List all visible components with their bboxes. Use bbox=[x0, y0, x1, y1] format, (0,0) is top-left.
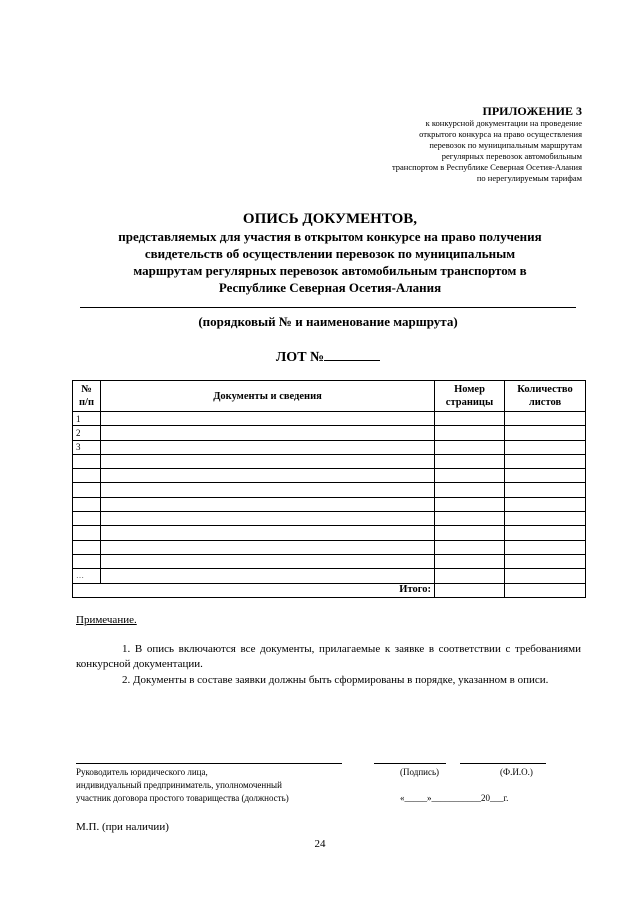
route-blank-line bbox=[80, 307, 576, 308]
documents-table bbox=[72, 380, 586, 598]
note-text: 1. В опись включаются все документы, прилагаемые к заявке в соответствии с требованиями конкурсной документации. bbox=[76, 643, 581, 670]
signatory-line: участник договора простого товарищества (должность) bbox=[76, 793, 289, 803]
signatory-position bbox=[76, 766, 289, 805]
signature-label: (Подпись) bbox=[400, 767, 440, 777]
row-number bbox=[73, 512, 101, 526]
row-page bbox=[435, 440, 505, 454]
appendix-line: по нерегулируемым тарифам bbox=[476, 173, 582, 183]
appendix-line: транспортом в Республике Северная Осетия-Алания bbox=[391, 162, 582, 172]
row-page bbox=[435, 412, 505, 426]
row-page bbox=[435, 483, 505, 497]
row-number: 3 bbox=[73, 440, 101, 454]
row-document bbox=[101, 469, 435, 483]
lot-label: ЛОТ № bbox=[275, 350, 325, 365]
row-page bbox=[435, 512, 505, 526]
row-document bbox=[101, 497, 435, 511]
date-field: «_____»___________20___г. bbox=[400, 793, 509, 803]
row-sheets bbox=[505, 497, 586, 511]
signatory-line: индивидуальный предприниматель, уполномоченный bbox=[76, 780, 282, 790]
row-sheets bbox=[505, 426, 586, 440]
row-number: 1 bbox=[73, 412, 101, 426]
row-number: … bbox=[73, 569, 101, 583]
header-sheets: Количество листов bbox=[505, 381, 586, 412]
row-page bbox=[435, 554, 505, 568]
row-sheets bbox=[505, 412, 586, 426]
route-caption: (порядковый № и наименование маршрута) bbox=[198, 314, 458, 329]
signatory-line: Руководитель юридического лица, bbox=[76, 767, 208, 777]
row-sheets bbox=[505, 526, 586, 540]
row-number bbox=[73, 469, 101, 483]
row-document bbox=[101, 512, 435, 526]
document-title-line: представляемых для участия в открытом конкурсе на право получения bbox=[118, 229, 542, 244]
total-sheets bbox=[505, 583, 586, 597]
table-row bbox=[73, 454, 586, 468]
appendix-line: перевозок по муниципальным маршрутам bbox=[429, 140, 582, 150]
row-sheets bbox=[505, 512, 586, 526]
row-page bbox=[435, 454, 505, 468]
row-document bbox=[101, 483, 435, 497]
note-text: 2. Документы в составе заявки должны быть сформированы в порядке, указанном в описи. bbox=[122, 674, 549, 686]
row-page bbox=[435, 540, 505, 554]
row-number bbox=[73, 526, 101, 540]
table-row bbox=[73, 469, 586, 483]
appendix-line: открытого конкурса на право осуществления bbox=[419, 129, 582, 139]
row-sheets bbox=[505, 554, 586, 568]
header-docs: Документы и сведения bbox=[101, 381, 435, 412]
table-row bbox=[73, 554, 586, 568]
note-title: Примечание. bbox=[76, 614, 137, 626]
row-page bbox=[435, 526, 505, 540]
signature-line bbox=[374, 763, 446, 764]
note-item bbox=[76, 642, 581, 672]
row-sheets bbox=[505, 569, 586, 583]
name-line bbox=[460, 763, 546, 764]
table-row bbox=[73, 497, 586, 511]
row-number bbox=[73, 483, 101, 497]
row-number: 2 bbox=[73, 426, 101, 440]
row-document bbox=[101, 454, 435, 468]
row-page bbox=[435, 497, 505, 511]
table-row bbox=[73, 483, 586, 497]
row-document bbox=[101, 440, 435, 454]
row-number bbox=[73, 554, 101, 568]
appendix-header bbox=[392, 104, 582, 184]
table-row bbox=[73, 512, 586, 526]
table-row bbox=[73, 569, 586, 583]
row-document bbox=[101, 540, 435, 554]
row-page bbox=[435, 469, 505, 483]
page-number: 24 bbox=[314, 838, 326, 850]
row-document bbox=[101, 554, 435, 568]
row-page bbox=[435, 426, 505, 440]
document-title bbox=[70, 210, 590, 296]
document-title-main: ОПИСЬ ДОКУМЕНТОВ, bbox=[242, 211, 418, 227]
header-page: Номер страницы bbox=[435, 381, 505, 412]
row-document bbox=[101, 526, 435, 540]
table-row bbox=[73, 412, 586, 426]
document-title-line: Республике Северная Осетия-Алания bbox=[218, 280, 442, 295]
total-blank-cell bbox=[73, 583, 101, 597]
table-row bbox=[73, 526, 586, 540]
document-title-line: маршрутам регулярных перевозок автомобильным транспортом в bbox=[133, 263, 527, 278]
table-header-row bbox=[73, 381, 586, 412]
row-document bbox=[101, 569, 435, 583]
name-label: (Ф.И.О.) bbox=[500, 767, 533, 777]
appendix-title: ПРИЛОЖЕНИЕ 3 bbox=[482, 104, 582, 118]
stamp-place: М.П. (при наличии) bbox=[76, 821, 169, 833]
row-number bbox=[73, 497, 101, 511]
table-row bbox=[73, 440, 586, 454]
total-row bbox=[73, 583, 586, 597]
document-title-line: свидетельств об осуществлении перевозок по муниципальным bbox=[144, 246, 516, 261]
row-sheets bbox=[505, 440, 586, 454]
row-sheets bbox=[505, 540, 586, 554]
row-number bbox=[73, 454, 101, 468]
row-number bbox=[73, 540, 101, 554]
row-document bbox=[101, 426, 435, 440]
table-row bbox=[73, 540, 586, 554]
row-sheets bbox=[505, 469, 586, 483]
appendix-line: к конкурсной документации на проведение bbox=[425, 118, 582, 128]
row-document bbox=[101, 412, 435, 426]
note-item bbox=[76, 673, 581, 688]
total-page bbox=[435, 583, 505, 597]
table-row bbox=[73, 426, 586, 440]
position-signature-line bbox=[76, 763, 342, 764]
row-page bbox=[435, 569, 505, 583]
lot-number bbox=[80, 346, 576, 366]
appendix-line: регулярных перевозок автомобильным bbox=[441, 151, 582, 161]
header-num: № п/п bbox=[73, 381, 101, 412]
row-sheets bbox=[505, 454, 586, 468]
total-label: Итого: bbox=[101, 583, 435, 597]
lot-blank bbox=[324, 346, 380, 361]
row-sheets bbox=[505, 483, 586, 497]
